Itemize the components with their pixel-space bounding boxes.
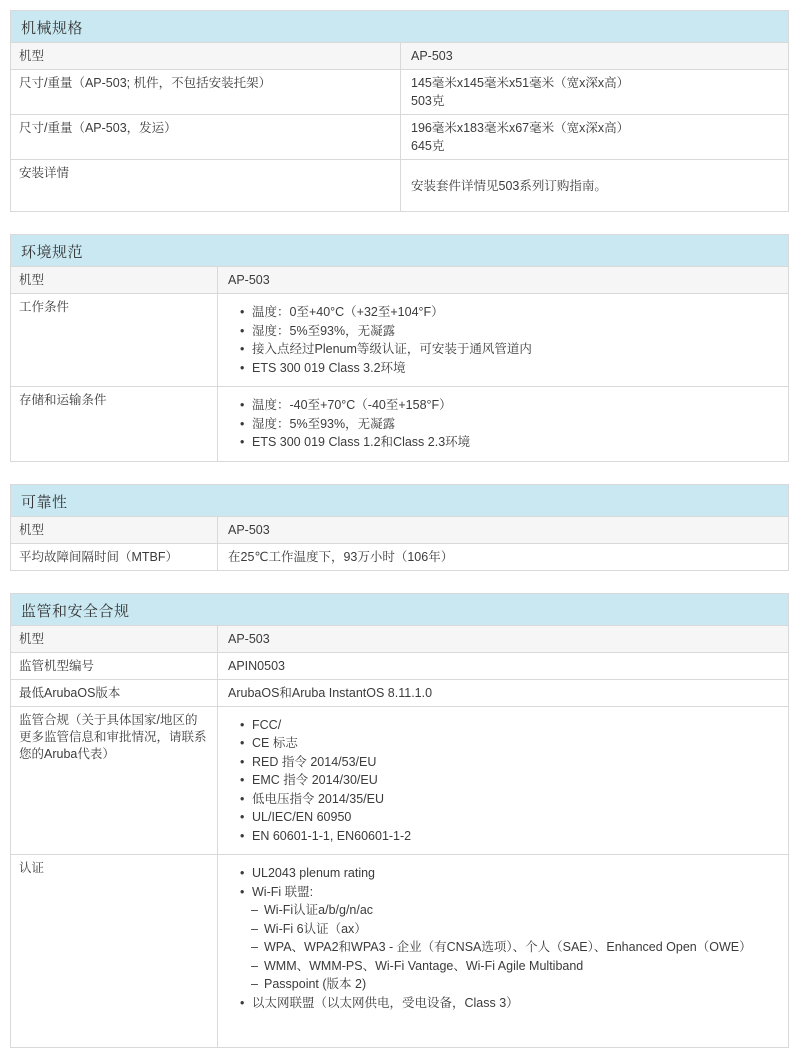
bullet-item: • UL/IEC/EN 60950: [240, 808, 780, 827]
bullet-item: • FCC/: [240, 716, 780, 735]
spec-row: [11, 43, 789, 70]
bullet-item: • EMC 指令 2014/30/EU: [240, 771, 780, 790]
spec-label: 平均故障间隔时间（MTBF）: [11, 543, 218, 570]
spec-value-line: AP-503: [411, 49, 453, 63]
spec-row: [11, 543, 789, 570]
spec-label: 机型: [11, 516, 218, 543]
spec-value: [401, 43, 789, 70]
spec-value-line: AP-503: [228, 273, 270, 287]
spec-label: 存储和运输条件: [11, 387, 218, 462]
section-title-mechanical: 机械规格: [11, 11, 789, 43]
spec-label: 尺寸/重量（AP-503; 机件，不包括安装托架）: [11, 70, 401, 115]
spec-row: [11, 115, 789, 160]
bullet-item: • 湿度：5%至93%，无凝露: [240, 415, 780, 434]
section-title-environmental: 环境规范: [11, 235, 789, 267]
spec-label: 机型: [11, 43, 401, 70]
spec-value: [218, 625, 789, 652]
bullet-item: • 温度：0至+40°C（+32至+104°F）: [240, 303, 780, 322]
spec-row: [11, 706, 789, 855]
spec-label: 监管机型编号: [11, 652, 218, 679]
spec-row: [11, 516, 789, 543]
spec-row: [11, 267, 789, 294]
spec-bullet-list: [228, 396, 780, 452]
bullet-item: • RED 指令 2014/53/EU: [240, 753, 780, 772]
spec-value: [218, 706, 789, 855]
bullet-item: • UL2043 plenum rating: [240, 864, 780, 883]
spec-value-line: AP-503: [228, 631, 270, 646]
section-header-row: [11, 11, 789, 43]
spec-label: 尺寸/重量（AP-503，发运）: [11, 115, 401, 160]
spec-value-line: 645克: [411, 139, 445, 153]
spec-row: [11, 855, 789, 1048]
bullet-item: • 接入点经过Plenum等级认证，可安装于通风管道内: [240, 340, 780, 359]
spec-table-regulatory: [10, 593, 789, 1049]
spec-value-line: 145毫米x145毫米x51毫米（宽x深x高）: [411, 76, 630, 90]
section-title-reliability: 可靠性: [11, 484, 789, 516]
sub-bullet-item: – WMM、WMM-PS、Wi-Fi Vantage、Wi-Fi Agile Multiband: [251, 957, 780, 976]
spec-value: [401, 70, 789, 115]
spec-value-line: 503克: [411, 94, 445, 108]
spec-value: [218, 387, 789, 462]
spec-value: [218, 267, 789, 294]
spec-label: 机型: [11, 267, 218, 294]
spec-value-line: APIN0503: [228, 658, 285, 673]
spec-label: 监管合规（关于具体国家/地区的更多监管信息和审批情况，请联系您的Aruba代表）: [11, 706, 218, 855]
sub-bullet-item: – Wi-Fi认证a/b/g/n/ac: [251, 901, 780, 920]
spec-label: 机型: [11, 625, 218, 652]
section-header-row: [11, 484, 789, 516]
bullet-item: • 湿度：5%至93%，无凝露: [240, 322, 780, 341]
spec-value-line: AP-503: [228, 522, 270, 537]
spec-value: [218, 679, 789, 706]
spec-value-line: 196毫米x183毫米x67毫米（宽x深x高）: [411, 121, 630, 135]
bullet-item: • Wi-Fi 联盟:: [240, 883, 780, 902]
spec-value-line: 在25℃工作温度下，93万小时（106年）: [228, 549, 454, 564]
spec-label: 认证: [11, 855, 218, 1048]
spec-bullet-list: [228, 303, 780, 377]
spec-value: [218, 516, 789, 543]
spec-row: [11, 70, 789, 115]
spec-bullet-list: [228, 864, 780, 1038]
bullet-item: • ETS 300 019 Class 1.2和Class 2.3环境: [240, 433, 780, 452]
bullet-item: • CE 标志: [240, 734, 780, 753]
section-header-row: [11, 235, 789, 267]
spec-value: [218, 294, 789, 387]
spec-table-reliability: [10, 484, 789, 571]
sub-bullet-item: – WPA、WPA2和WPA3 - 企业（有CNSA选项）、个人（SAE）、Enhanced Open（OWE）: [251, 938, 780, 957]
spec-row: [11, 294, 789, 387]
spec-row: [11, 625, 789, 652]
spec-table-environmental: [10, 234, 789, 462]
spec-table-mechanical: [10, 10, 789, 212]
bullet-item: • 低电压指令 2014/35/EU: [240, 790, 780, 809]
spec-value: [218, 855, 789, 1048]
spec-label: 最低ArubaOS版本: [11, 679, 218, 706]
section-title-regulatory: 监管和安全合规: [11, 593, 789, 625]
bullet-item: • ETS 300 019 Class 3.2环境: [240, 359, 780, 378]
spec-row: [11, 652, 789, 679]
spec-label: 工作条件: [11, 294, 218, 387]
spec-value-line: 安装套件详情见503系列订购指南。: [411, 178, 607, 193]
spec-row: [11, 160, 789, 212]
sub-bullet-item: – Wi-Fi 6认证（ax）: [251, 920, 780, 939]
spec-value-line: ArubaOS和Aruba InstantOS 8.11.1.0: [228, 685, 433, 700]
section-header-row: [11, 593, 789, 625]
spec-value: [401, 160, 789, 212]
spec-bullet-list: [228, 716, 780, 846]
spec-value: [401, 115, 789, 160]
sub-bullet-item: – Passpoint (版本 2): [251, 975, 780, 994]
spec-row: [11, 679, 789, 706]
spec-value: [218, 543, 789, 570]
bullet-item: • 以太网联盟（以太网供电，受电设备，Class 3）: [240, 994, 780, 1013]
spec-row: [11, 387, 789, 462]
bullet-item: • 温度：-40至+70°C（-40至+158°F）: [240, 396, 780, 415]
spec-value: [218, 652, 789, 679]
bullet-item: • EN 60601-1-1, EN60601-1-2: [240, 827, 780, 846]
spec-label: 安装详情: [11, 160, 401, 212]
